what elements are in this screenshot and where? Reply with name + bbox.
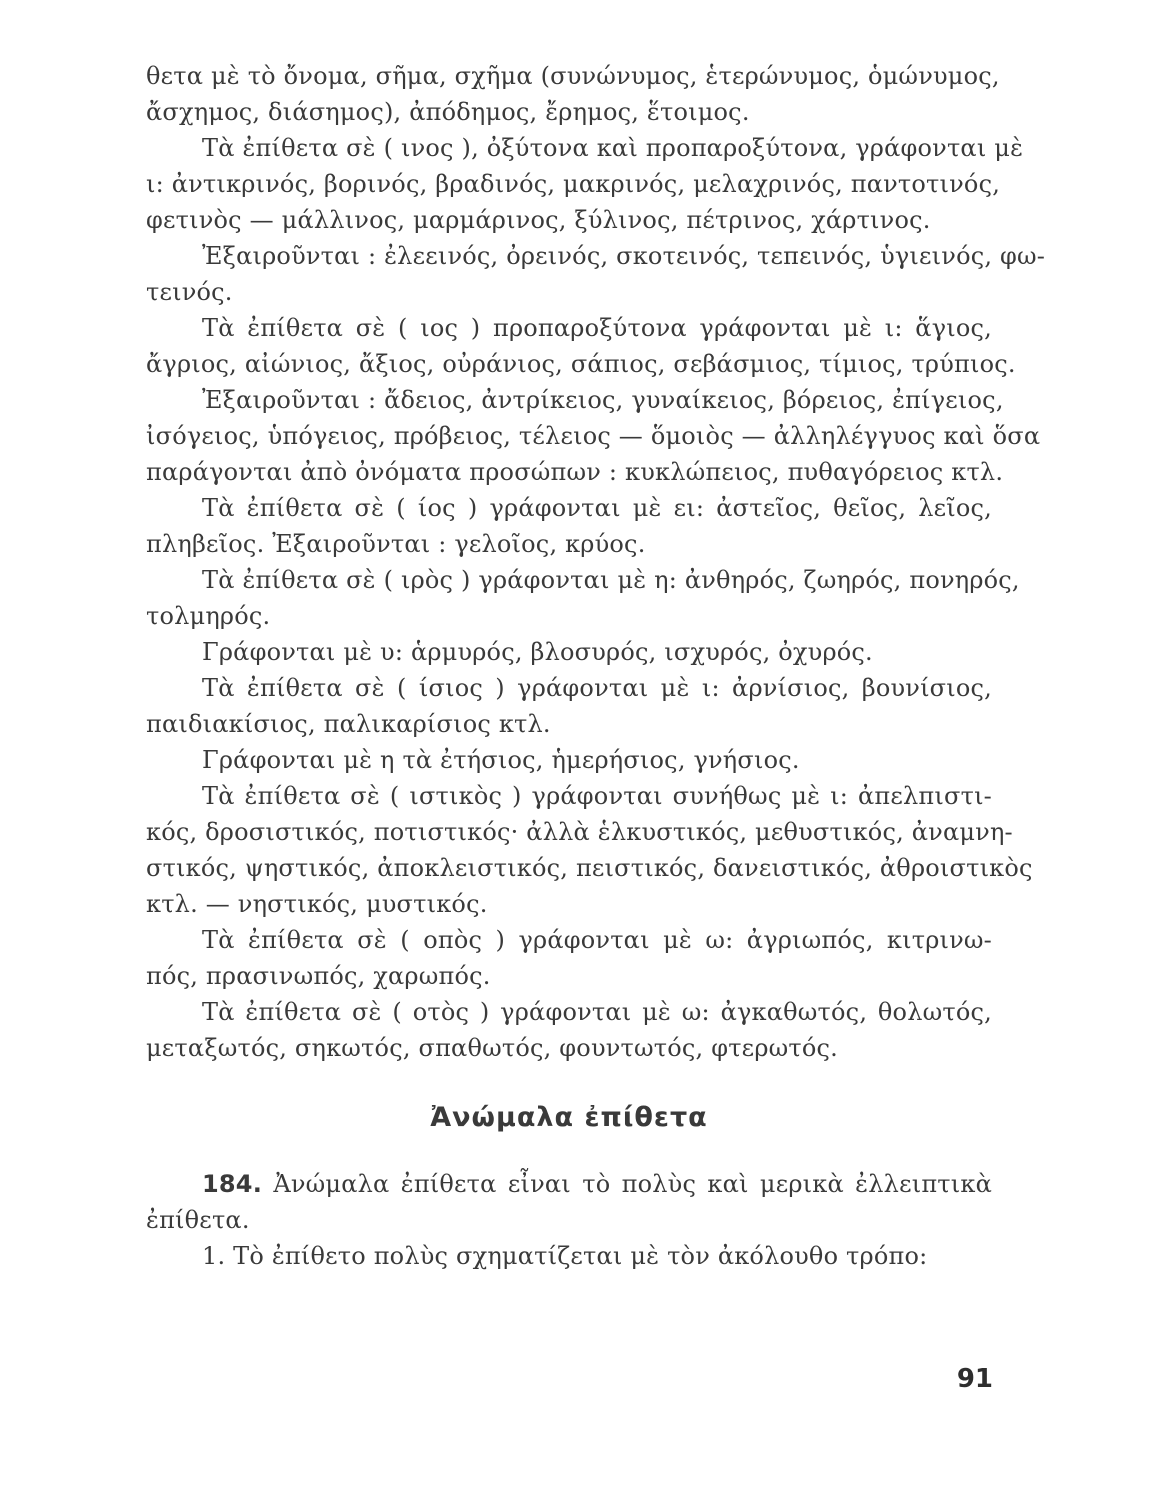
text-line: Τὰ ἐπίθετα σὲ ( ιος ) προπαροξύτονα γράφονται μὲ ι: ἅγιος,	[202, 314, 992, 342]
page-number: 91	[956, 1364, 993, 1394]
text-line: Τὰ ἐπίθετα σὲ ( ίος ) γράφονται μὲ ει: ἀστεῖος, θεῖος, λεῖος,	[202, 494, 992, 522]
text-line: Ἐξαιροῦνται : ἄδειος, ἀντρίκειος, γυναίκειος, βόρειος, ἐπίγειος,	[202, 386, 1004, 414]
text-line: θετα μὲ τὸ ὄνομα, σῆμα, σχῆμα (συνώνυμος, ἑτερώνυμος, ὁμώνυμος,	[146, 62, 1000, 90]
text-line: ι: ἀντικρινός, βορινός, βραδινός, μακρινός, μελαχρινός, παντοτινός,	[146, 170, 1001, 198]
text-line: Τὰ ἐπίθετα σὲ ( ιστικὸς ) γράφονται συνήθως μὲ ι: ἀπελπιστι-	[202, 782, 992, 810]
text-line: στικός, ψηστικός, ἀποκλειστικός, πειστικός, δανειστικός, ἀθροιστικὸς	[146, 854, 1033, 882]
text-line: ἰσόγειος, ὑπόγειος, πρόβειος, τέλειος — ὅμοιὸς — ἀλληλέγγυος καὶ ὅσα	[146, 422, 1041, 450]
text-block	[146, 58, 1046, 1066]
text-line: παιδιακίσιος, παλικαρίσιος κτλ.	[146, 710, 551, 738]
text-line: ἐπίθετα.	[146, 1206, 250, 1234]
text-line: Ἀνώμαλα ἐπίθετα εἶναι τὸ πολὺς καὶ μερικὰ ἐλλειπτικὰ	[273, 1170, 992, 1198]
section-first-line	[146, 1166, 992, 1202]
text-line: φετινὸς — μάλλινος, μαρμάρινος, ξύλινος, πέτρινος, χάρτινος.	[146, 206, 931, 234]
text-line: Γράφονται μὲ υ: ἁρμυρός, βλοσυρός, ισχυρός, ὀχυρός.	[202, 638, 873, 666]
text-line: ἄσχημος, διάσημος), ἀπόδημος, ἔρημος, ἕτοιμος.	[146, 98, 750, 126]
text-line: μεταξωτός, σηκωτός, σπαθωτός, φουντωτός, φτερωτός.	[146, 1034, 838, 1062]
section-block	[146, 1166, 992, 1274]
text-line: κός, δροσιστικός, ποτιστικός· ἀλλὰ ἑλκυστικός, μεθυστικός, ἀναμνη-	[146, 818, 1013, 846]
text-line: παράγονται ἀπὸ ὀνόματα προσώπων : κυκλώπειος, πυθαγόρειος κτλ.	[146, 458, 1004, 486]
text-line: Τὰ ἐπίθετα σὲ ( ινος ), ὀξύτονα καὶ προπαροξύτονα, γράφονται μὲ	[202, 134, 1024, 162]
text-line: Τὰ ἐπίθετα σὲ ( ιρὸς ) γράφονται μὲ η: ἀνθηρός, ζωηρός, πονηρός,	[202, 566, 1020, 594]
section-number: 184.	[202, 1170, 263, 1198]
text-line: τολμηρός.	[146, 602, 271, 630]
text-line: 1. Τὸ ἐπίθετο πολὺς σχηματίζεται μὲ τὸν ἀκόλουθο τρόπο:	[202, 1242, 928, 1270]
text-line: κτλ. — νηστικός, μυστικός.	[146, 890, 488, 918]
text-line: πός, πρασινωπός, χαρωπός.	[146, 962, 491, 990]
text-line: πληβεῖος. Ἐξαιροῦνται : γελοῖος, κρύος.	[146, 530, 646, 558]
text-line: τεινός.	[146, 278, 233, 306]
section-heading: Ἀνώμαλα ἐπίθετα	[430, 1102, 708, 1133]
text-line: Τὰ ἐπίθετα σὲ ( οτὸς ) γράφονται μὲ ω: ἀγκαθωτός, θολωτός,	[202, 998, 992, 1026]
text-line: Γράφονται μὲ η τὰ ἐτήσιος, ἡμερήσιος, γνήσιος.	[202, 746, 800, 774]
text-line: Τὰ ἐπίθετα σὲ ( οπὸς ) γράφονται μὲ ω: ἀγριωπός, κιτρινω-	[202, 926, 992, 954]
text-line: Ἐξαιροῦνται : ἐλεεινός, ὀρεινός, σκοτεινός, τεπεινός, ὑγιεινός, φω-	[202, 242, 1046, 270]
text-line: ἄγριος, αἰώνιος, ἄξιος, οὐράνιος, σάπιος, σεβάσμιος, τίμιος, τρύπιος.	[146, 350, 1016, 378]
text-line: Τὰ ἐπίθετα σὲ ( ίσιος ) γράφονται μὲ ι: ἀρνίσιος, βουνίσιος,	[202, 674, 992, 702]
